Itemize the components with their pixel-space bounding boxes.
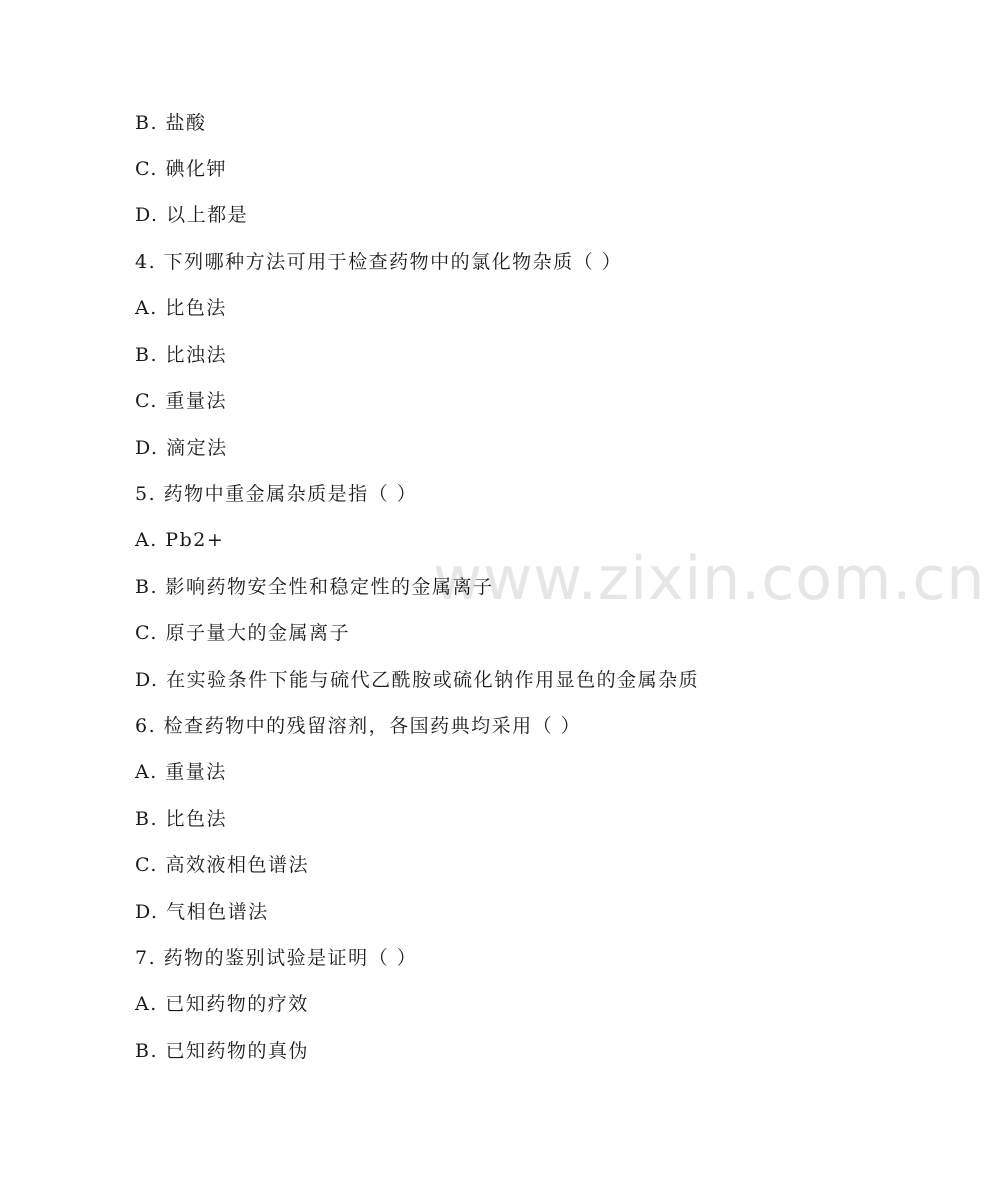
- option-c-q4: C. 重量法: [135, 390, 227, 412]
- question-7: 7. 药物的鉴别试验是证明（ ）: [135, 947, 418, 969]
- question-4: 4. 下列哪种方法可用于检查药物中的氯化物杂质（ ）: [135, 251, 623, 273]
- option-b-q4: B. 比浊法: [135, 344, 228, 366]
- option-d-q6: D. 气相色谱法: [135, 901, 269, 923]
- option-c-q5: C. 原子量大的金属离子: [135, 622, 350, 644]
- option-c-q3: C. 碘化钾: [135, 158, 227, 180]
- option-c-q6: C. 高效液相色谱法: [135, 854, 309, 876]
- question-5: 5. 药物中重金属杂质是指（ ）: [135, 483, 418, 505]
- option-a-q4: A. 比色法: [135, 297, 227, 319]
- question-6: 6. 检查药物中的残留溶剂，各国药典均采用（ ）: [135, 715, 582, 737]
- option-b-q7: B. 已知药物的真伪: [135, 1040, 310, 1062]
- option-a-q7: A. 已知药物的疗效: [135, 993, 309, 1015]
- option-b-q3: B. 盐酸: [135, 112, 207, 134]
- option-a-q6: A. 重量法: [135, 761, 227, 783]
- option-b-q5: B. 影响药物安全性和稳定性的金属离子: [135, 576, 494, 598]
- watermark-text: www.zixin.com.cn: [433, 544, 985, 614]
- option-d-q3: D. 以上都是: [135, 204, 249, 226]
- option-a-q5: A. Pb2+: [135, 529, 225, 551]
- option-d-q5: D. 在实验条件下能与硫代乙酰胺或硫化钠作用显色的金属杂质: [135, 669, 700, 691]
- option-d-q4: D. 滴定法: [135, 437, 228, 459]
- option-b-q6: B. 比色法: [135, 808, 228, 830]
